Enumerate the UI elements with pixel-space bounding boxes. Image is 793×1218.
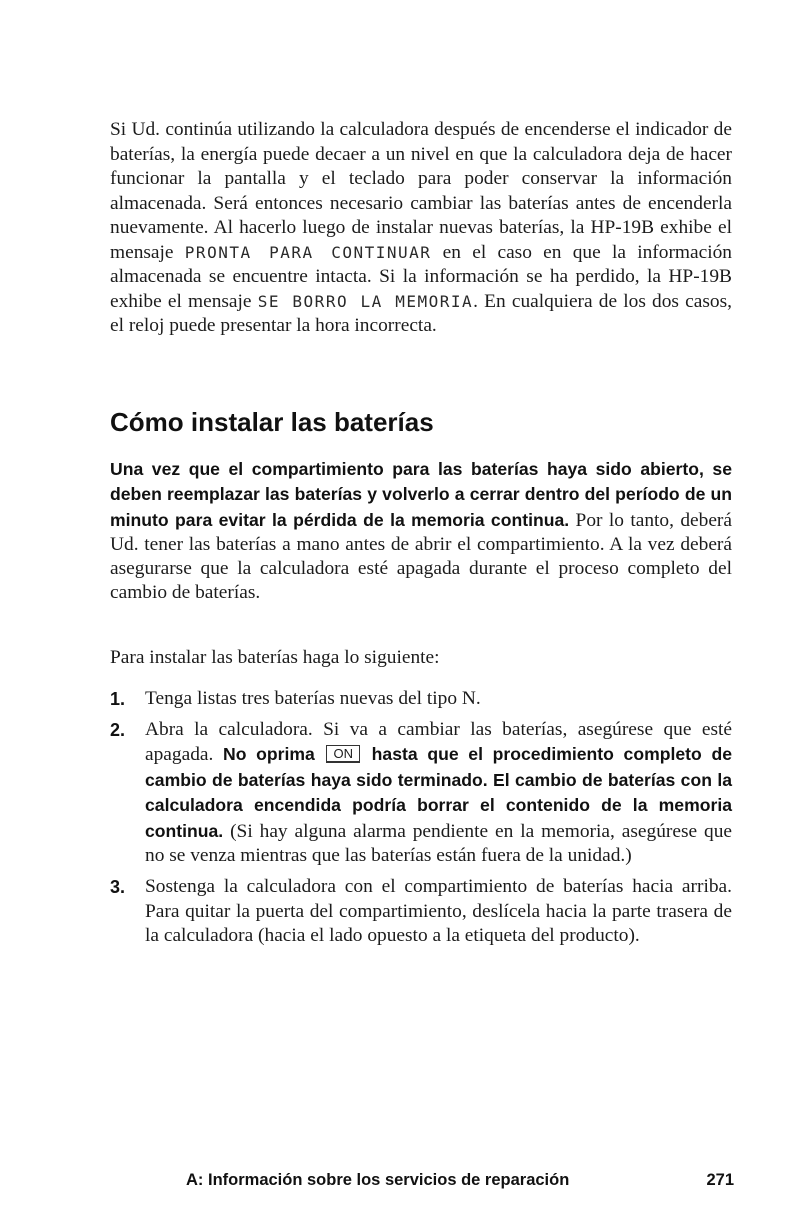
page-footer — [186, 1171, 734, 1190]
warning-paragraph — [110, 457, 732, 606]
page-number: 271 — [706, 1171, 734, 1189]
steps-list — [110, 687, 732, 949]
lcd-message-pronta: PRONTA PARA CONTINUAR — [184, 242, 432, 262]
step-text: Tenga listas tres baterías nuevas del tipo N. — [145, 688, 481, 709]
list-item — [110, 687, 732, 712]
step-number: 1. — [110, 689, 126, 709]
list-item — [110, 718, 732, 870]
list-item — [110, 875, 732, 949]
step-bold: hasta que el procedimiento completo de cambio de baterías haya sido terminado. El cambio de baterías con la calculadora encendida podría borrar el contenido de la memoria continua. — [145, 744, 732, 841]
step-number: 3. — [110, 877, 126, 898]
intro-text-3: . En cualquiera de los dos casos, el reloj puede presentar la hora incorrecta. — [110, 290, 732, 336]
section-heading: Cómo instalar las baterías — [110, 407, 434, 437]
step-text: Sostenga la calculadora con el compartimiento de baterías hacia arriba. Para quitar la puerta del compartimiento, deslícela hacia la parte trasera de la calculadora (hacia el lado opuesto a la etiqueta del producto). — [145, 876, 732, 947]
intro-paragraph — [110, 118, 732, 339]
intro-text-2: en el caso en que la información almacenada se encuentre intacta. Si la información se ha perdido, la HP-19B exhibe el mensaje — [110, 241, 732, 312]
warning-text: Por lo tanto, deberá Ud. tener las baterías a mano antes de abrir el compartimiento. A la vez deberá asegurarse que la calculadora esté apagada durante el proceso completo del cambio de baterías. — [110, 509, 732, 604]
lead-paragraph: Para instalar las baterías haga lo siguiente: — [110, 647, 440, 668]
intro-text-1: Si Ud. continúa utilizando la calculadora después de encenderse el indicador de baterías, la energía puede decaer a un nivel en que la calculadora deja de hacer funcionar la pantalla y el teclado para poder conservar la información almacenada. Será entonces necesario cambiar las baterías antes de encenderla nuevamente. Al hacerlo luego de instalar nuevas baterías, la HP-19B exhibe el mensaje — [110, 119, 732, 263]
step-number: 2. — [110, 719, 126, 740]
step-text: (Si hay alguna alarma pendiente en la memoria, asegúrese que no se venza mientras que las baterías están fuera de la unidad.) — [145, 820, 732, 867]
footer-chapter-title: A: Información sobre los servicios de reparación — [186, 1171, 570, 1189]
on-key-icon: ON — [326, 745, 360, 763]
warning-bold: Una vez que el compartimiento para las baterías haya sido abierto, se deben reemplazar las baterías y volverlo a cerrar dentro del período de un minuto para evitar la pérdida de la memoria continua. — [110, 459, 732, 530]
step-text: Abra la calculadora. Si va a cambiar las baterías, asegúrese que esté apagada. — [145, 718, 732, 766]
lcd-message-memoria: SE BORRO LA MEMORIA — [257, 291, 474, 311]
step-bold: No oprima — [223, 744, 315, 765]
